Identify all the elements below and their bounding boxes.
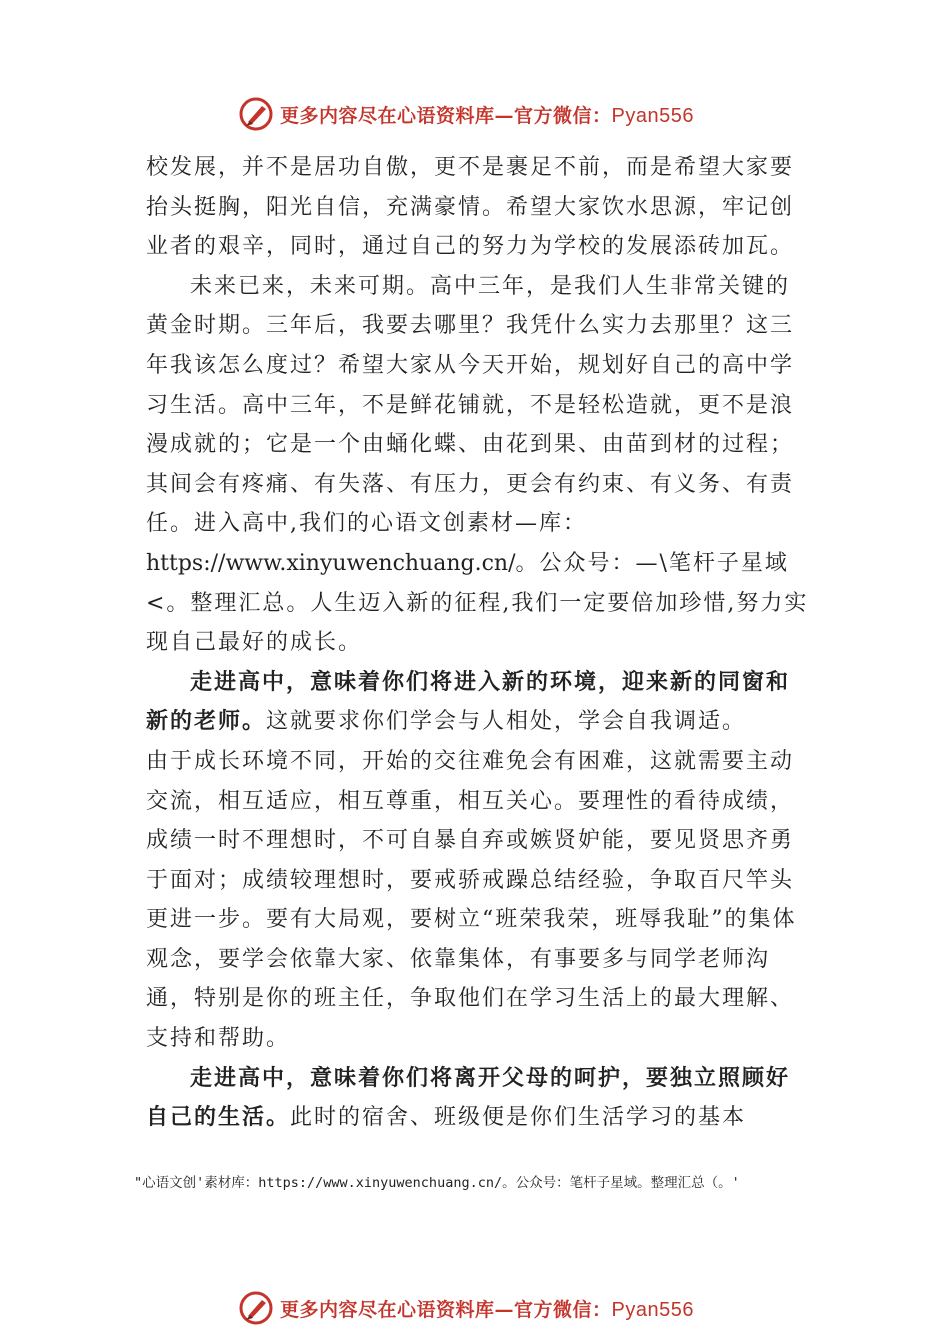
footer-banner-text: 更多内容尽在心语资料库—官方微信：Pyan556 [280,1298,694,1321]
footer-wechat-id: Pyan556 [611,1298,694,1321]
paragraph-5: 走进高中，意味着你们将离开父母的呵护，要独立照顾好自己的生活。此时的宿舍、班级便是你们生活学习的基本 [146,1064,791,1131]
footer-note: "心语文创'素材库：https://www.xinyuwenchuang.cn/。公众号：笔杆子星域。整理汇总（。' [134,1175,740,1191]
pen-circle-logo-icon [238,96,274,132]
document-body [146,148,810,1138]
paragraph-4: 由于成长环境不同，开始的交往难免会有困难，这就需要主动交流，相互适应，相互尊重，相互关心。要理性的看待成绩，成绩一时不理想时，不可自暴自弃或嫉贤妒能，要见贤思齐勇于面对；成绩较理想时，要戒骄戒躁总结经验，争取百尺竿头更进一步。要有大局观，要树立“班荣我荣，班辱我耻”的集体观念，要学会依靠大家、依靠集体，有事要多与同学老师沟通，特别是你的班主任，争取他们在学习生活上的最大理解、支持和帮助。 [146,748,797,1052]
footer-banner [238,1290,758,1326]
resource-url: https://www.xinyuwenchuang.cn/ [146,550,516,576]
paragraph-3-heading: 走进高中，意味着你们将进入新的环境，迎来新的同窗和新的老师。 [146,668,791,735]
paragraph-3: 走进高中，意味着你们将进入新的环境，迎来新的同窗和新的老师。这就要求你们学会与人相处，学会自我调适。 [146,668,791,735]
paragraph-2: 未来已来，未来可期。高中三年，是我们人生非常关键的黄金时期。三年后，我要去哪里？我凭什么实力去那里？这三年我该怎么度过？希望大家从今天开始，规划好自己的高中学习生活。高中三年，不是鲜花铺就，不是轻松造就，更不是浪漫成就的；它是一个由蛹化蝶、由花到果、由苗到材的过程；其间会有疼痛、有失落、有压力，更会有约束、有义务、有责任。进入高中,我们的心语文创素材—库：https://www.xinyuwenchuang.cn/。公众号：—\笔杆子星域<。整理汇总。人生迈入新的征程,我们一定要倍加珍惜,努力实现自己最好的成长。 [146,273,809,656]
paragraph-5-heading: 走进高中，意味着你们将离开父母的呵护，要独立照顾好自己的生活。 [146,1064,791,1131]
paragraph-1: 校发展，并不是居功自傲，更不是裹足不前，而是希望大家要抬头挺胸，阳光自信，充满豪情。希望大家饮水思源，牢记创业者的艰辛，同时，通过自己的努力为学校的发展添砖加瓦。 [146,155,795,260]
header-banner [238,96,758,132]
pen-circle-logo-icon [238,1290,274,1326]
header-banner-text: 更多内容尽在心语资料库—官方微信：Pyan556 [280,104,694,127]
header-wechat-id: Pyan556 [611,104,694,127]
